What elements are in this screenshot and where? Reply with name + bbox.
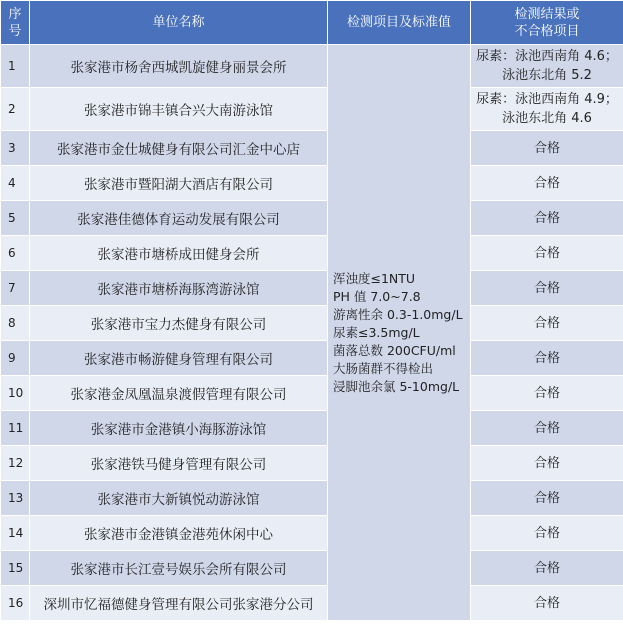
serial-number-cell: 7	[1, 271, 30, 306]
standard-line: 菌落总数 200CFU/ml	[333, 342, 456, 358]
result-line: 合格	[533, 350, 560, 366]
unit-name-cell: 张家港市锦丰镇合兴大南游泳馆	[30, 88, 328, 131]
unit-name-cell: 张家港市杨舍西城凯旋健身丽景会所	[30, 45, 328, 88]
serial-number-cell: 1	[1, 45, 30, 88]
table-row	[1, 166, 623, 201]
result-line: 合格	[533, 280, 560, 296]
table-row	[1, 376, 623, 411]
table-row	[1, 446, 623, 481]
header-serial-line2: 号	[8, 23, 22, 39]
result-line: 合格	[533, 315, 560, 331]
standard-line: 尿素≤3.5mg/L	[333, 324, 420, 340]
table-row	[1, 88, 623, 131]
table-row	[1, 201, 623, 236]
unit-name-cell: 张家港市塘桥海豚湾游泳馆	[30, 271, 328, 306]
serial-number-cell: 8	[1, 306, 30, 341]
table-body	[1, 45, 623, 621]
table-row	[1, 271, 623, 306]
unit-name-cell: 张家港市暨阳湖大酒店有限公司	[30, 166, 328, 201]
result-line: 尿素：泳池西南角 4.6；	[476, 49, 618, 64]
result-cell	[471, 45, 623, 88]
result-cell	[471, 516, 623, 551]
result-cell	[471, 551, 623, 586]
table-row	[1, 236, 623, 271]
serial-number-cell: 4	[1, 166, 30, 201]
header-result	[471, 1, 623, 45]
result-cell	[471, 411, 623, 446]
result-cell	[471, 236, 623, 271]
result-cell	[471, 446, 623, 481]
result-cell	[471, 166, 623, 201]
result-line: 尿素：泳池西南角 4.9；	[476, 92, 618, 107]
result-line: 合格	[533, 245, 560, 261]
result-line: 泳池东北角 4.6	[502, 111, 592, 126]
unit-name-cell: 张家港市金港镇金港苑休闲中心	[30, 516, 328, 551]
unit-name-cell: 张家港市金港镇小海豚游泳馆	[30, 411, 328, 446]
unit-name-cell: 张家港市宝力杰健身有限公司	[30, 306, 328, 341]
standard-line: 游离性余 0.3-1.0mg/L	[333, 306, 463, 322]
standard-line: 大肠菌群不得检出	[333, 360, 434, 376]
result-cell	[471, 306, 623, 341]
result-line: 合格	[533, 490, 560, 506]
header-standard: 检测项目及标准值	[328, 1, 471, 45]
header-unit-name: 单位名称	[30, 1, 328, 45]
result-line: 合格	[533, 140, 560, 156]
header-result-line1: 检测结果或	[514, 6, 580, 22]
result-cell	[471, 376, 623, 411]
table-row	[1, 131, 623, 166]
table-row	[1, 586, 623, 621]
result-cell	[471, 201, 623, 236]
result-line: 合格	[533, 525, 560, 541]
serial-number-cell: 11	[1, 411, 30, 446]
result-line: 合格	[533, 560, 560, 576]
unit-name-cell: 深圳市忆福德健身管理有限公司张家港分公司	[30, 586, 328, 621]
standard-line: 浸脚池余氯 5-10mg/L	[333, 378, 460, 394]
unit-name-cell: 张家港佳德体育运动发展有限公司	[30, 201, 328, 236]
result-line: 合格	[533, 210, 560, 226]
table-row	[1, 45, 623, 88]
serial-number-cell: 14	[1, 516, 30, 551]
serial-number-cell: 16	[1, 586, 30, 621]
standard-line: 浑浊度≤1NTU	[333, 270, 416, 286]
header-serial-number	[1, 1, 30, 45]
result-line: 合格	[533, 455, 560, 471]
table-row	[1, 481, 623, 516]
result-line: 合格	[533, 385, 560, 401]
result-line: 合格	[533, 175, 560, 191]
unit-name-cell: 张家港市金仕城健身有限公司汇金中心店	[30, 131, 328, 166]
table-row	[1, 411, 623, 446]
result-line: 合格	[533, 420, 560, 436]
serial-number-cell: 2	[1, 88, 30, 131]
unit-name-cell: 张家港市畅游健身管理有限公司	[30, 341, 328, 376]
result-cell	[471, 481, 623, 516]
serial-number-cell: 3	[1, 131, 30, 166]
table-row	[1, 306, 623, 341]
table-row	[1, 341, 623, 376]
result-cell	[471, 271, 623, 306]
result-cell	[471, 131, 623, 166]
result-cell	[471, 88, 623, 131]
serial-number-cell: 10	[1, 376, 30, 411]
header-serial-line1: 序	[8, 6, 22, 22]
serial-number-cell: 6	[1, 236, 30, 271]
standard-line: PH 值 7.0~7.8	[333, 288, 421, 304]
table-row	[1, 516, 623, 551]
unit-name-cell: 张家港市塘桥成田健身会所	[30, 236, 328, 271]
result-cell	[471, 586, 623, 621]
unit-name-cell: 张家港铁马健身管理有限公司	[30, 446, 328, 481]
header-result-line2: 不合格项目	[514, 23, 580, 39]
serial-number-cell: 13	[1, 481, 30, 516]
standard-values-cell	[328, 45, 471, 621]
unit-name-cell: 张家港金凤凰温泉渡假管理有限公司	[30, 376, 328, 411]
table-header-row	[1, 1, 623, 45]
serial-number-cell: 5	[1, 201, 30, 236]
result-cell	[471, 341, 623, 376]
serial-number-cell: 15	[1, 551, 30, 586]
serial-number-cell: 9	[1, 341, 30, 376]
result-line: 合格	[533, 595, 560, 611]
table-row	[1, 551, 623, 586]
unit-name-cell: 张家港市大新镇悦动游泳馆	[30, 481, 328, 516]
serial-number-cell: 12	[1, 446, 30, 481]
result-line: 泳池东北角 5.2	[502, 68, 592, 83]
unit-name-cell: 张家港市长江壹号娱乐会所有限公司	[30, 551, 328, 586]
